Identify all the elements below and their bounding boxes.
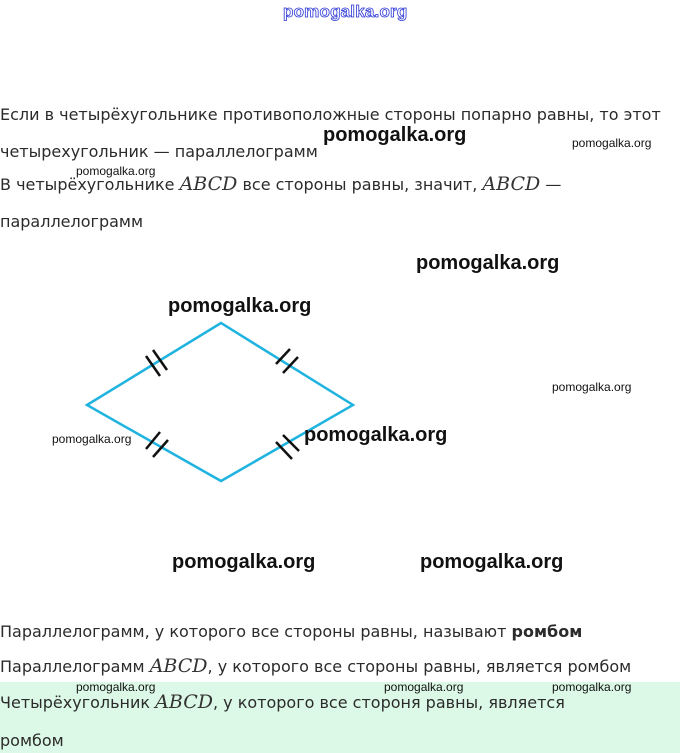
math-abcd: ABCD [179, 173, 238, 195]
watermark: pomogalka.org [420, 551, 564, 573]
math-abcd: ABCD [155, 691, 213, 713]
paragraph-4-pre: Параллелограмм [0, 657, 150, 676]
watermark: pomogalka.org [304, 424, 448, 446]
watermark: pomogalka.org [552, 380, 632, 394]
watermark: pomogalka.org [552, 680, 632, 694]
watermark: pomogalka.org [52, 432, 132, 446]
watermark: pomogalka.org [323, 124, 467, 146]
paragraph-4 [0, 656, 631, 677]
conclusion-post: , у которого все стороня равны, является [212, 693, 565, 712]
conclusion-line-1 [0, 692, 565, 713]
paragraph-2-mid: все стороны равны, значит, [237, 175, 483, 194]
watermark: pomogalka.org [76, 164, 156, 178]
watermark: pomogalka.org [384, 680, 464, 694]
paragraph-2-line-2: параллелограмм [0, 212, 144, 231]
paragraph-2-post: — [540, 175, 562, 194]
rhombus-shape [87, 323, 353, 481]
definition-paragraph [0, 622, 582, 642]
watermark: pomogalka.org [416, 252, 560, 274]
paragraph-1-line-1: Если в четырёхугольнике противоположные стороны попарно равны, то этот [0, 105, 661, 124]
paragraph-2-pre: В четырёхугольнике [0, 175, 180, 194]
watermark: pomogalka.org [572, 136, 652, 150]
paragraph-4-post: , у которого все стороны равны, является ромбом [207, 657, 632, 676]
math-abcd: ABCD [482, 173, 541, 195]
watermark-top: pomogalka.org [283, 2, 408, 21]
conclusion-pre: Четырёхугольник [0, 693, 156, 712]
paragraph-1-line-2: четырехугольник — параллелограмм [0, 142, 318, 161]
watermark: pomogalka.org [76, 680, 156, 694]
math-abcd: ABCD [149, 655, 208, 677]
conclusion-line-2: ромбом [0, 731, 64, 750]
equal-side-marks [146, 349, 299, 459]
watermark: pomogalka.org [168, 295, 312, 317]
definition-text: Параллелограмм, у которого все стороны равны, называют [0, 622, 512, 641]
watermark: pomogalka.org [172, 551, 316, 573]
definition-term: ромбом [511, 622, 583, 641]
